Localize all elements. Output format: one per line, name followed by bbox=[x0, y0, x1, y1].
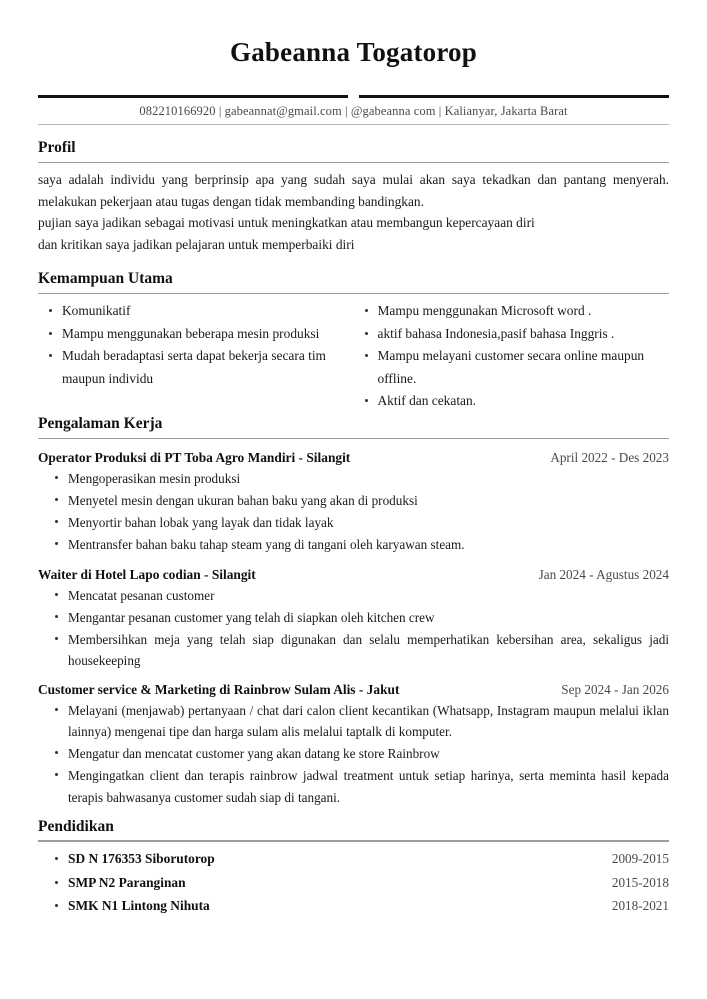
section-rule-skills bbox=[38, 293, 669, 295]
section-rule-profile bbox=[38, 162, 669, 164]
section-title-profile: Profil bbox=[38, 138, 76, 156]
job-dates: April 2022 - Des 2023 bbox=[550, 450, 669, 466]
section-rule-experience bbox=[38, 438, 669, 440]
education-list bbox=[38, 848, 669, 917]
education-school: SMK N1 Lintong Nihuta bbox=[68, 898, 210, 914]
job-dates: Jan 2024 - Agustus 2024 bbox=[538, 566, 669, 582]
job-bullets bbox=[38, 468, 669, 556]
header-rule-right-segment bbox=[359, 95, 669, 98]
skills-list-left bbox=[38, 300, 354, 390]
list-item: Membersihkan meja yang telah siap digunakan dan selalu memperhatikan kebersihan area, sekaligus jadi housekeeping bbox=[68, 629, 669, 671]
list-item: Menyortir bahan lobak yang layak dan tidak layak bbox=[68, 512, 669, 533]
list-item: Menyetel mesin dengan ukuran bahan baku yang akan di produksi bbox=[68, 490, 669, 511]
skills-column-right bbox=[354, 300, 670, 413]
header-rule-left-segment bbox=[38, 95, 348, 98]
profile-paragraph: saya adalah individu yang berprinsip apa yang sudah saya mulai akan saya tekadkan dan pantang menyerah. melakukan pekerjaan atau tugas dengan tidak membanding bandingkan. bbox=[38, 172, 669, 209]
list-item: Mentransfer bahan baku tahap steam yang di tangani oleh karyawan steam. bbox=[68, 534, 669, 555]
header-bottom-rule bbox=[38, 124, 669, 125]
education-years: 2018-2021 bbox=[611, 898, 669, 914]
section-title-experience: Pengalaman Kerja bbox=[38, 414, 163, 432]
list-item bbox=[68, 895, 669, 917]
experience-entry bbox=[38, 450, 669, 556]
contact-line: 082210166920 | gabeannat@gmail.com | @gabeanna com | Kalianyar, Jakarta Barat bbox=[139, 103, 568, 118]
list-item bbox=[68, 848, 669, 870]
experience-entry-header bbox=[38, 450, 669, 466]
education-school: SD N 176353 Siborutorop bbox=[68, 850, 215, 866]
job-bullets bbox=[38, 585, 669, 672]
skills-list-right bbox=[354, 300, 670, 413]
list-item: Mampu menggunakan beberapa mesin produksi bbox=[62, 323, 354, 346]
section-title-skills: Kemampuan Utama bbox=[38, 269, 173, 287]
section-skills bbox=[38, 270, 669, 413]
list-item: Mengantar pesanan customer yang telah di siapkan oleh kitchen crew bbox=[68, 607, 669, 628]
list-item: Mampu melayani customer secara online maupun offline. bbox=[378, 345, 670, 390]
experience-entry bbox=[38, 567, 669, 672]
education-years: 2015-2018 bbox=[611, 874, 669, 890]
section-profile bbox=[38, 139, 669, 256]
list-item: Mengingatkan client dan terapis rainbrow jadwal treatment untuk setiap harinya, serta meminta hasil kepada terapis bahwasanya customer sudah siap di tangani. bbox=[68, 765, 669, 807]
list-item: Mengatur dan mencatat customer yang akan datang ke store Rainbrow bbox=[68, 743, 669, 764]
list-item: Mencatat pesanan customer bbox=[68, 585, 669, 606]
list-item: Melayani (menjawab) pertanyaan / chat dari calon client kecantikan (Whatsapp, Instagram maupun melalui iklan lainnya) mengenai tipe dan harga sulam alis melalui taptalk di komputer. bbox=[68, 700, 669, 742]
profile-line-2: pujian saya jadikan sebagai motivasi untuk meningkatkan atau membangun kepercayaan diri bbox=[38, 215, 535, 231]
section-title-education: Pendidikan bbox=[38, 817, 114, 835]
section-education bbox=[38, 818, 669, 917]
job-title: Customer service & Marketing di Rainbrow Sulam Alis - Jakut bbox=[38, 682, 400, 698]
education-years: 2009-2015 bbox=[611, 850, 669, 866]
list-item: Mampu menggunakan Microsoft word . bbox=[378, 300, 670, 323]
experience-entry-header bbox=[38, 567, 669, 583]
job-bullets bbox=[38, 700, 669, 808]
skills-columns bbox=[38, 300, 669, 413]
experience-entry-header bbox=[38, 682, 669, 698]
experience-entry bbox=[38, 682, 669, 808]
section-experience bbox=[38, 415, 669, 808]
list-item: Mudah beradaptasi serta dapat bekerja secara tim maupun individu bbox=[62, 345, 354, 390]
job-dates: Sep 2024 - Jan 2026 bbox=[561, 682, 669, 698]
candidate-name: Gabeanna Togatorop bbox=[230, 37, 477, 67]
list-item: Aktif dan cekatan. bbox=[378, 390, 670, 413]
list-item bbox=[68, 872, 669, 894]
profile-line-3: dan kritikan saya jadikan pelajaran untuk memperbaiki diri bbox=[38, 237, 355, 253]
job-title: Waiter di Hotel Lapo codian - Silangit bbox=[38, 566, 256, 582]
section-rule-education bbox=[38, 840, 669, 842]
list-item: aktif bahasa Indonesia,pasif bahasa Inggris . bbox=[378, 323, 670, 346]
education-school: SMP N2 Paranginan bbox=[68, 874, 186, 890]
job-title: Operator Produksi di PT Toba Agro Mandiri - Silangit bbox=[38, 450, 351, 466]
list-item: Komunikatif bbox=[62, 300, 354, 323]
list-item: Mengoperasikan mesin produksi bbox=[68, 468, 669, 489]
skills-column-left bbox=[38, 300, 354, 413]
